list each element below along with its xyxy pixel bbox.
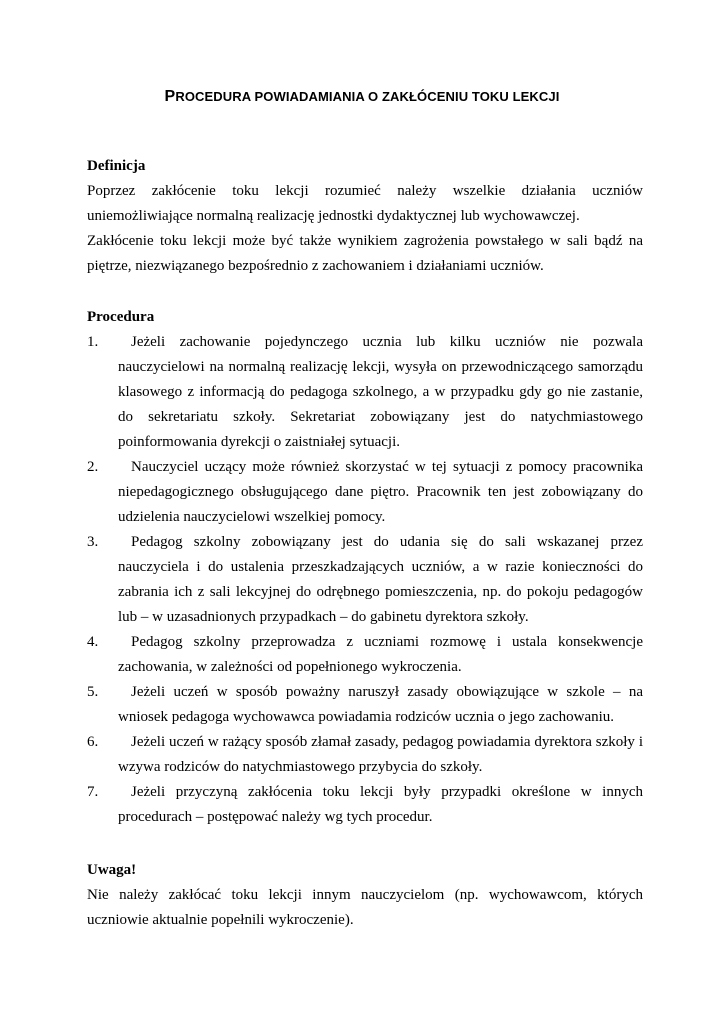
item-text: Nauczyciel uczący może również skorzystać w tej sytuacji z pomocy pracownika niepedagogicznego obsługującego dane piętro. Pracownik ten jest zobowiązany do udzielenia nauczycielowi wszelkiej pomocy. — [118, 459, 643, 525]
procedure-item — [87, 680, 643, 730]
procedure-item — [87, 530, 643, 630]
item-number: 5. — [87, 684, 99, 700]
title-initial: P — [164, 88, 176, 105]
item-number: 3. — [87, 534, 99, 550]
procedure-list — [87, 330, 643, 830]
item-text: Jeżeli uczeń w sposób poważny naruszył zasady obowiązujące w szkole – na wniosek pedagoga wychowawca powiadamia rodziców ucznia o jego zachowaniu. — [118, 684, 643, 725]
procedure-heading: Procedura — [87, 309, 155, 325]
item-text: Pedagog szkolny zobowiązany jest do udania się do sali wskazanej przez nauczyciela i do ustalenia przeszkadzających uczniów, a w razie konieczności do zabrania ich z sali lekcyjnej do odrębnego pomieszczenia, np. do pokoju pedagogów lub – w uzasadnionych przypadkach – do gabinetu dyrektora szkoły. — [118, 534, 643, 625]
item-number: 2. — [87, 459, 99, 475]
definition-paragraph-2: Zakłócenie toku lekcji może być także wynikiem zagrożenia powstałego w sali bądź na piętrze, niezwiązanego bezpośrednio z zachowaniem i działaniami uczniów. — [87, 233, 643, 274]
item-text: Jeżeli uczeń w rażący sposób złamał zasady, pedagog powiadamia dyrektora szkoły i wzywa rodziców do natychmiastowego przybycia do szkoły. — [118, 734, 643, 775]
procedure-section — [87, 305, 643, 830]
definition-paragraph-1: Poprzez zakłócenie toku lekcji rozumieć należy wszelkie działania uczniów uniemożliwiające normalną realizację jednostki dydaktycznej lub wychowawczej. — [87, 183, 643, 224]
procedure-item — [87, 780, 643, 830]
procedure-item — [87, 330, 643, 455]
item-number: 6. — [87, 734, 99, 750]
item-number: 7. — [87, 784, 99, 800]
item-number: 4. — [87, 634, 99, 650]
procedure-item — [87, 455, 643, 530]
procedure-item — [87, 730, 643, 780]
note-heading: Uwaga! — [87, 862, 137, 878]
title-rest: ROCEDURA POWIADAMIANIA O ZAKŁÓCENIU TOKU LEKCJI — [175, 89, 560, 104]
note-section — [87, 858, 643, 933]
definition-section — [87, 154, 643, 279]
document-title — [0, 88, 724, 106]
item-number: 1. — [87, 334, 99, 350]
item-text: Pedagog szkolny przeprowadza z uczniami rozmowę i ustala konsekwencje zachowania, w zależności od popełnionego wykroczenia. — [118, 634, 643, 675]
item-text: Jeżeli przyczyną zakłócenia toku lekcji były przypadki określone w innych procedurach – postępować należy wg tych procedur. — [118, 784, 643, 825]
procedure-item — [87, 630, 643, 680]
item-text: Jeżeli zachowanie pojedynczego ucznia lub kilku uczniów nie pozwala nauczycielowi na normalną realizację lekcji, wysyła on przewodniczącego samorządu klasowego z informacją do pedagoga szkolnego, a w przypadku gdy go nie zastanie, do sekretariatu szkoły. Sekretariat zobowiązany jest do natychmiastowego poinformowania dyrekcji o zaistniałej sytuacji. — [118, 334, 643, 450]
definition-heading: Definicja — [87, 158, 146, 174]
note-text: Nie należy zakłócać toku lekcji innym nauczycielom (np. wychowawcom, których uczniowie aktualnie popełnili wykroczenie). — [87, 887, 643, 928]
